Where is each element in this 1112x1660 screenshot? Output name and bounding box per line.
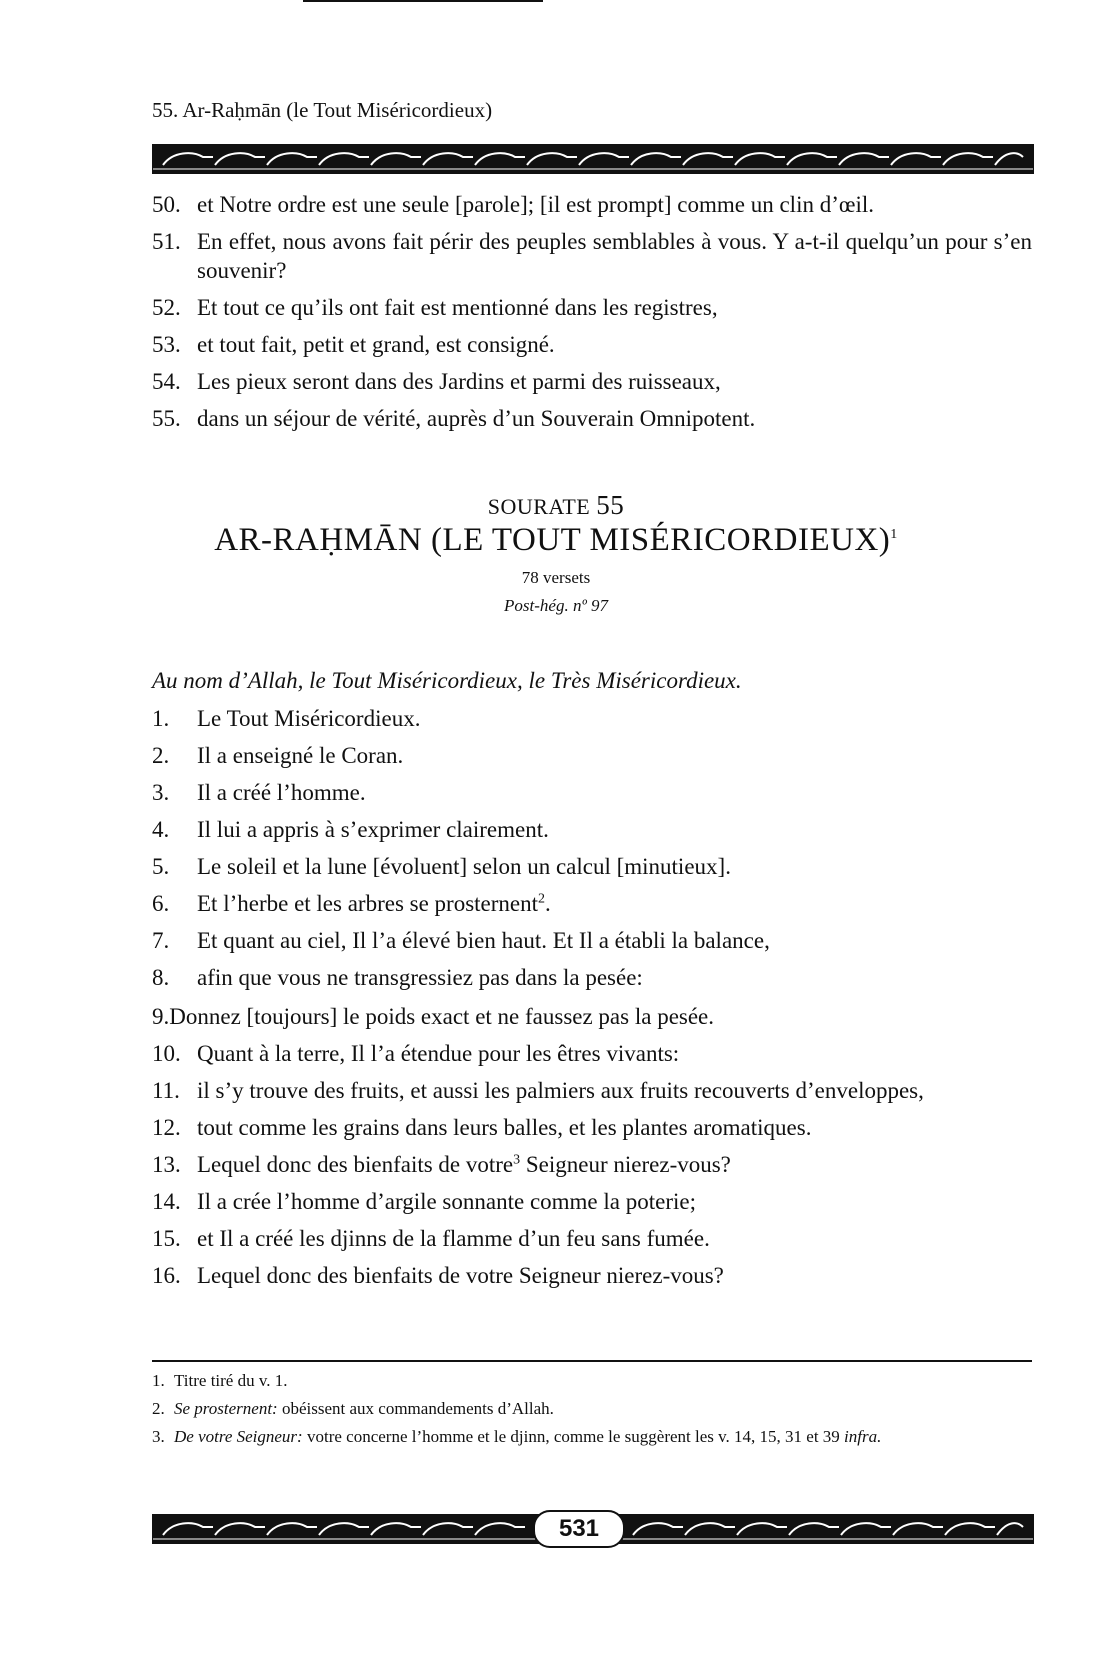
verse-number: 3. xyxy=(152,780,170,805)
verse-text: Les pieux seront dans des Jardins et parmi des ruisseaux, xyxy=(197,369,721,394)
sourate-label xyxy=(0,490,1112,521)
verse-text: Et quant au ciel, Il l’a élevé bien haut. Et Il a établi la balance, xyxy=(197,928,770,953)
verse-text: Il a enseigné le Coran. xyxy=(197,743,404,768)
verse-number: 4. xyxy=(152,817,170,842)
verse-text: Lequel donc des bienfaits de votre Seigneur nierez-vous? xyxy=(197,1263,724,1288)
footnote xyxy=(152,1370,1032,1392)
verse-number: 51. xyxy=(152,229,181,254)
footnote-text: obéissent aux commandements d’Allah. xyxy=(277,1399,554,1418)
top-verse-list xyxy=(152,190,1032,433)
verse xyxy=(152,1224,1032,1253)
verse-text: En effet, nous avons fait périr des peuples semblables à vous. Y a-t-il quelqu’un pour s’en souvenir? xyxy=(197,229,1032,283)
footnote-lead: De votre Seigneur: xyxy=(174,1427,303,1446)
verse xyxy=(152,1113,1032,1142)
verse-number: 13. xyxy=(152,1152,181,1177)
verse xyxy=(152,330,1032,359)
verse-list xyxy=(152,704,1032,1290)
footnote-text: Titre tiré du v. 1. xyxy=(174,1371,288,1390)
verse xyxy=(152,963,1032,992)
verse-number: 16. xyxy=(152,1263,181,1288)
verse-number: 2. xyxy=(152,743,170,768)
footnote-number: 3. xyxy=(152,1427,165,1446)
verse-number: 12. xyxy=(152,1115,181,1140)
verse xyxy=(152,293,1032,322)
verse-text: dans un séjour de vérité, auprès d’un Souverain Omnipotent. xyxy=(197,406,756,431)
verse xyxy=(152,1039,1032,1068)
verse-text: Le soleil et la lune [évoluent] selon un calcul [minutieux]. xyxy=(197,854,731,879)
sourate-word: SOURATE xyxy=(487,494,591,519)
verse xyxy=(152,190,1032,219)
verse-number: 11. xyxy=(152,1078,180,1103)
verse-number: 50. xyxy=(152,192,181,217)
sourate-title-note: 1 xyxy=(890,527,898,542)
revelation-period: Post-hég. nº 97 xyxy=(504,596,608,615)
page-number: 531 xyxy=(533,1510,625,1548)
verse xyxy=(152,404,1032,433)
verse-text xyxy=(197,889,1032,918)
running-head: 55. Ar-Raḥmān (le Tout Miséricordieux) xyxy=(152,98,493,122)
verse xyxy=(152,815,1032,844)
verse-text xyxy=(197,1150,1032,1179)
versets-count: 78 versets xyxy=(521,568,591,587)
footnote-rule xyxy=(152,1360,1032,1362)
footnote xyxy=(152,1426,1032,1448)
verse xyxy=(152,852,1032,881)
verse xyxy=(152,1002,1032,1031)
verse xyxy=(152,741,1032,770)
verse-number: 1. xyxy=(152,706,170,731)
ornamental-band-top xyxy=(152,144,1034,174)
sourate-title xyxy=(0,522,1112,559)
footnotes xyxy=(152,1370,1032,1454)
footnote-ref: 2 xyxy=(538,891,546,907)
verse-text: Il a crée l’homme d’argile sonnante comme la poterie; xyxy=(197,1189,696,1214)
verse-number: 15. xyxy=(152,1226,181,1251)
verse xyxy=(152,367,1032,396)
verse xyxy=(152,778,1032,807)
verse xyxy=(152,1261,1032,1290)
verse-text: Il a créé l’homme. xyxy=(197,780,366,805)
verse-text: et Il a créé les djinns de la flamme d’un feu sans fumée. xyxy=(197,1226,710,1251)
verse-number: 9. xyxy=(152,1004,170,1029)
verse-number: 7. xyxy=(152,928,170,953)
footnote xyxy=(152,1398,1032,1420)
verse-text: Il lui a appris à s’exprimer clairement. xyxy=(197,817,549,842)
verse-number: 10. xyxy=(152,1041,181,1066)
footnote-tail: infra. xyxy=(844,1427,882,1446)
verse xyxy=(152,1076,1032,1105)
verse-number: 55. xyxy=(152,406,181,431)
verse-text-after: . xyxy=(545,891,551,916)
verse-number: 5. xyxy=(152,854,170,879)
verse xyxy=(152,1187,1032,1216)
verse-number: 52. xyxy=(152,295,181,320)
verse-text: tout comme les grains dans leurs balles, et les plantes aromatiques. xyxy=(197,1115,812,1140)
verse-text-main: Lequel donc des bienfaits de votre xyxy=(197,1152,514,1177)
verse xyxy=(152,889,1032,918)
verse-text: et tout fait, petit et grand, est consigné. xyxy=(197,332,555,357)
verse xyxy=(152,926,1032,955)
verse-text-main: Et l’herbe et les arbres se prosternent xyxy=(197,891,539,916)
verse-text-after: Seigneur nierez-vous? xyxy=(520,1152,731,1177)
verse-number: 54. xyxy=(152,369,181,394)
footnote-number: 2. xyxy=(152,1399,165,1418)
footnote-number: 1. xyxy=(152,1371,165,1390)
top-rule xyxy=(303,0,543,2)
verse-number: 6. xyxy=(152,891,170,916)
verse-text: et Notre ordre est une seule [parole]; [il est prompt] comme un clin d’œil. xyxy=(197,192,875,217)
footnote-ref: 3 xyxy=(513,1152,521,1168)
verse xyxy=(152,1150,1032,1179)
footnote-text: votre concerne l’homme et le djinn, comme le suggèrent les v. 14, 15, 31 et 39 xyxy=(302,1427,845,1446)
verse-number: 8. xyxy=(152,965,170,990)
verse-text: Et tout ce qu’ils ont fait est mentionné dans les registres, xyxy=(197,295,718,320)
verse-text: afin que vous ne transgressiez pas dans la pesée: xyxy=(197,965,643,990)
verse-text: Le Tout Miséricordieux. xyxy=(197,706,421,731)
verse xyxy=(152,227,1032,285)
verse xyxy=(152,704,1032,733)
ornament-pattern-icon xyxy=(153,145,1033,173)
footnote-lead: Se prosternent: xyxy=(174,1399,278,1418)
verse-text: Donnez [toujours] le poids exact et ne faussez pas la pesée. xyxy=(169,1004,715,1029)
verse-number: 14. xyxy=(152,1189,181,1214)
sourate-title-text: AR-RAḤMĀN (LE TOUT MISÉRICORDIEUX) xyxy=(214,522,891,558)
basmala: Au nom d’Allah, le Tout Miséricordieux, le Très Miséricordieux. xyxy=(152,668,742,693)
verse-text: il s’y trouve des fruits, et aussi les palmiers aux fruits recouverts d’enveloppes, xyxy=(197,1078,924,1103)
sourate-number: 55 xyxy=(596,490,625,520)
verse-text: Quant à la terre, Il l’a étendue pour les êtres vivants: xyxy=(197,1041,680,1066)
verse-number: 53. xyxy=(152,332,181,357)
